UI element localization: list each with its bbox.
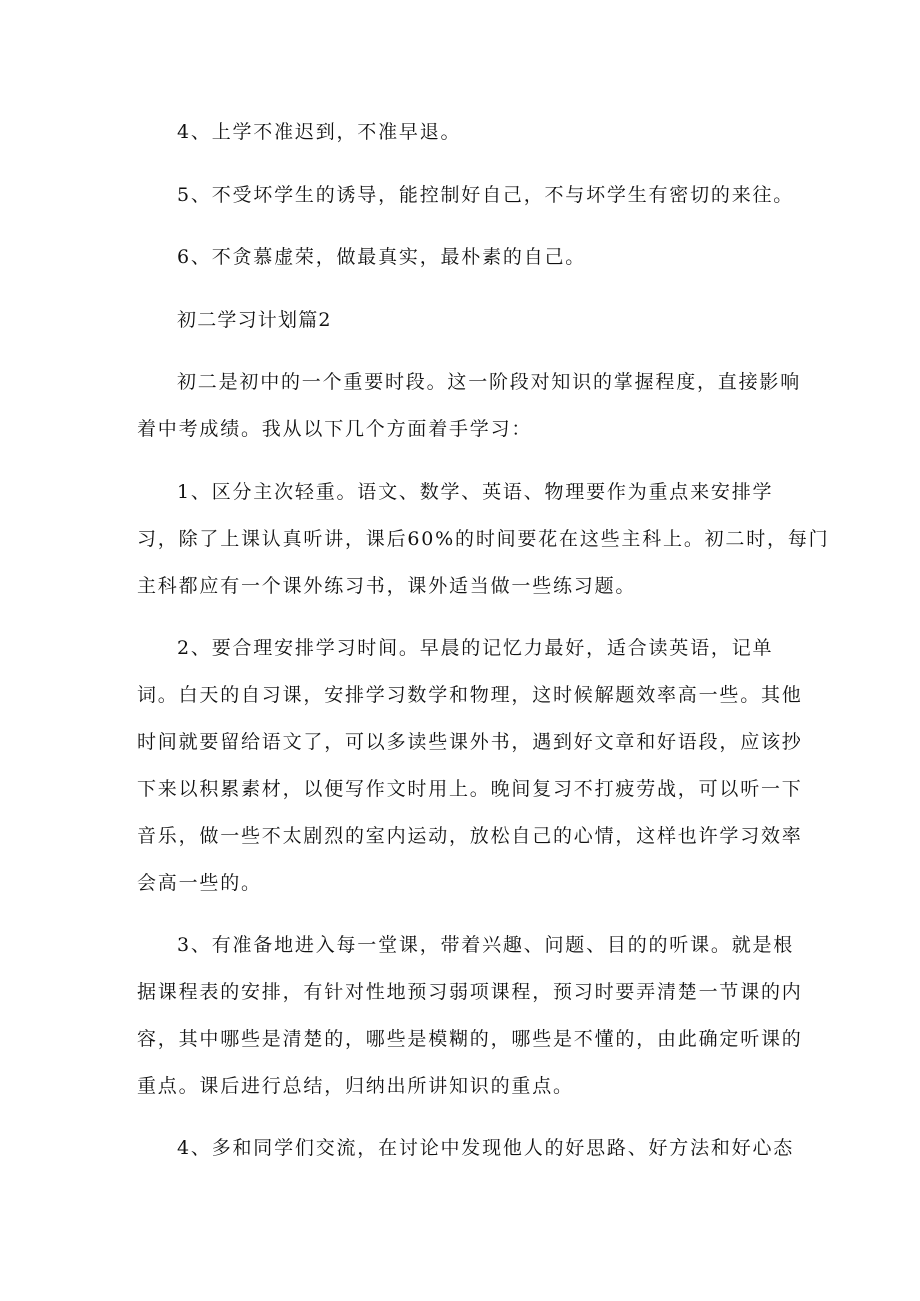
point3-line-1: 3、有准备地进入每一堂课，带着兴趣、问题、目的的听课。就是根 <box>177 934 795 956</box>
point2-line-4: 下来以积累素材，以便写作文时用上。晚间复习不打疲劳战，可以听一下 <box>137 778 803 800</box>
point1-line-2: 习，除了上课认真听讲，课后60%的时间要花在这些主科上。初二时，每门 <box>137 528 830 550</box>
section-title: 初二学习计划篇2 <box>177 309 332 331</box>
point2-line-5: 音乐，做一些不太剧烈的室内运动，放松自己的心情，这样也许学习效率 <box>137 825 803 847</box>
point3-line-3: 容，其中哪些是清楚的，哪些是模糊的，哪些是不懂的，由此确定听课的 <box>137 1028 803 1050</box>
point1-line-3: 主科都应有一个课外练习书，课外适当做一些练习题。 <box>137 575 637 597</box>
intro-line-2: 着中考成绩。我从以下几个方面着手学习： <box>137 418 533 440</box>
point3-line-2: 据课程表的安排，有针对性地预习弱项课程，预习时要弄清楚一节课的内 <box>137 981 803 1003</box>
list-item-6: 6、不贪慕虚荣，做最真实，最朴素的自己。 <box>177 246 587 268</box>
point3-line-4: 重点。课后进行总结，归纳出所讲知识的重点。 <box>137 1075 574 1097</box>
point1-line-1: 1、区分主次轻重。语文、数学、英语、物理要作为重点来安排学 <box>177 481 774 503</box>
intro-line-1: 初二是初中的一个重要时段。这一阶段对知识的掌握程度，直接影响 <box>177 371 802 393</box>
point2-line-6: 会高一些的。 <box>137 872 262 894</box>
list-item-4: 4、上学不准迟到，不准早退。 <box>177 121 462 143</box>
point2-line-3: 时间就要留给语文了，可以多读些课外书，遇到好文章和好语段，应该抄 <box>137 731 803 753</box>
point2-line-2: 词。白天的自习课，安排学习数学和物理，这时候解题效率高一些。其他 <box>137 684 803 706</box>
point2-line-1: 2、要合理安排学习时间。早晨的记忆力最好，适合读英语，记单 <box>177 637 774 659</box>
point4-line-1: 4、多和同学们交流，在讨论中发现他人的好思路、好方法和好心态 <box>177 1137 795 1159</box>
list-item-5: 5、不受坏学生的诱导，能控制好自己，不与坏学生有密切的来往。 <box>177 184 795 206</box>
